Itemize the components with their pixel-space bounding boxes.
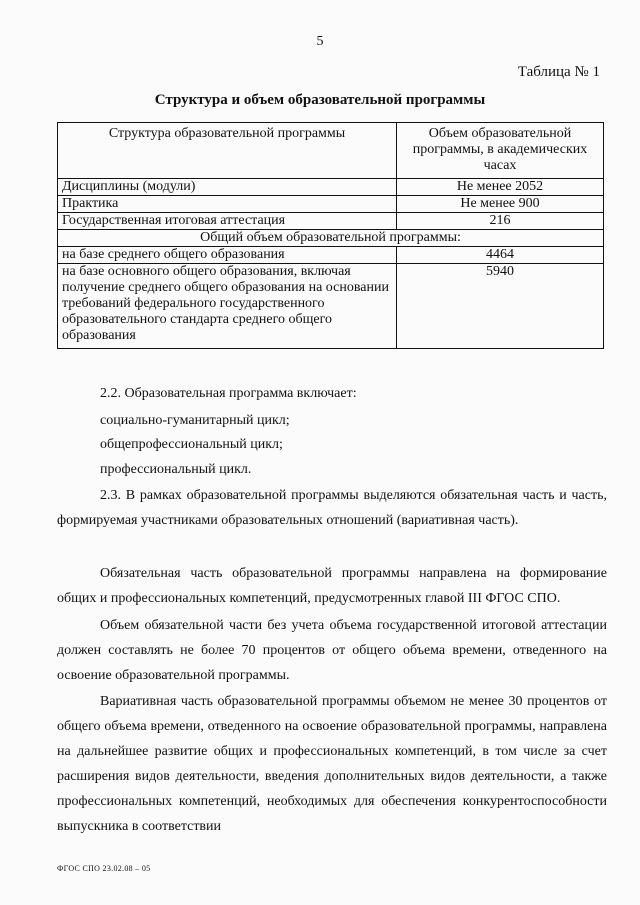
paragraph: Объем обязательной части без учета объема государственной итоговой аттестации должен составлять не более 70 процентов от общего объема времени, отведенного на освоение образовательной программы.: [57, 618, 607, 683]
paragraph: Обязательная часть образовательной программы направлена на формирование общих и профессиональных компетенций, предусмотренных главой III ФГОС СПО.: [57, 566, 607, 606]
table-row: [58, 213, 604, 230]
row-value: 5940: [397, 264, 604, 349]
row-value: Не менее 900: [397, 196, 604, 213]
header-volume: Объем образовательной программы, в академических часах: [397, 123, 604, 179]
paragraph: 2.3. В рамках образовательной программы выделяются обязательная часть и часть, формируемая участниками образовательных отношений (вариативная часть).: [57, 488, 607, 528]
row-value: 216: [397, 213, 604, 230]
page-number: 5: [316, 34, 324, 49]
list-item: социально-гуманитарный цикл;: [100, 413, 290, 428]
table-row: [58, 179, 604, 196]
table-title: Структура и объем образовательной программы: [154, 92, 486, 108]
row-label: Дисциплины (модули): [58, 179, 397, 196]
table-header-row: [58, 123, 604, 179]
list-item: общепрофессиональный цикл;: [100, 437, 283, 452]
total-label: Общий объем образовательной программы:: [58, 230, 604, 247]
program-structure-table: [57, 122, 604, 349]
paragraph: 2.2. Образовательная программа включает:: [100, 386, 357, 401]
table-row: [58, 264, 604, 349]
row-label: Практика: [58, 196, 397, 213]
row-value: Не менее 2052: [397, 179, 604, 196]
table-row: [58, 196, 604, 213]
row-label: Государственная итоговая аттестация: [58, 213, 397, 230]
row-label: на базе среднего общего образования: [58, 247, 397, 264]
header-structure: Структура образовательной программы: [58, 123, 397, 179]
row-value: 4464: [397, 247, 604, 264]
footer-code: ФГОС СПО 23.02.08 – 05: [57, 864, 151, 873]
table-label: Таблица № 1: [517, 64, 600, 80]
total-label-row: [58, 230, 604, 247]
list-item: профессиональный цикл.: [100, 462, 252, 477]
paragraph: Вариативная часть образовательной программы объемом не менее 30 процентов от общего объема времени, отведенного на освоение образовательной программы, направлена на дальнейшее развитие общих и профессиональных компетенций, в том числе за счет расширения видов деятельности, введения дополнительных видов деятельности, а также профессиональных компетенций, необходимых для обеспечения конкурентоспособности выпускника в соответствии: [57, 694, 607, 834]
row-label: на базе основного общего образования, включая получение среднего общего образования на основании требований федерального государственного образовательного стандарта среднего общего образования: [58, 264, 397, 349]
table-row: [58, 247, 604, 264]
